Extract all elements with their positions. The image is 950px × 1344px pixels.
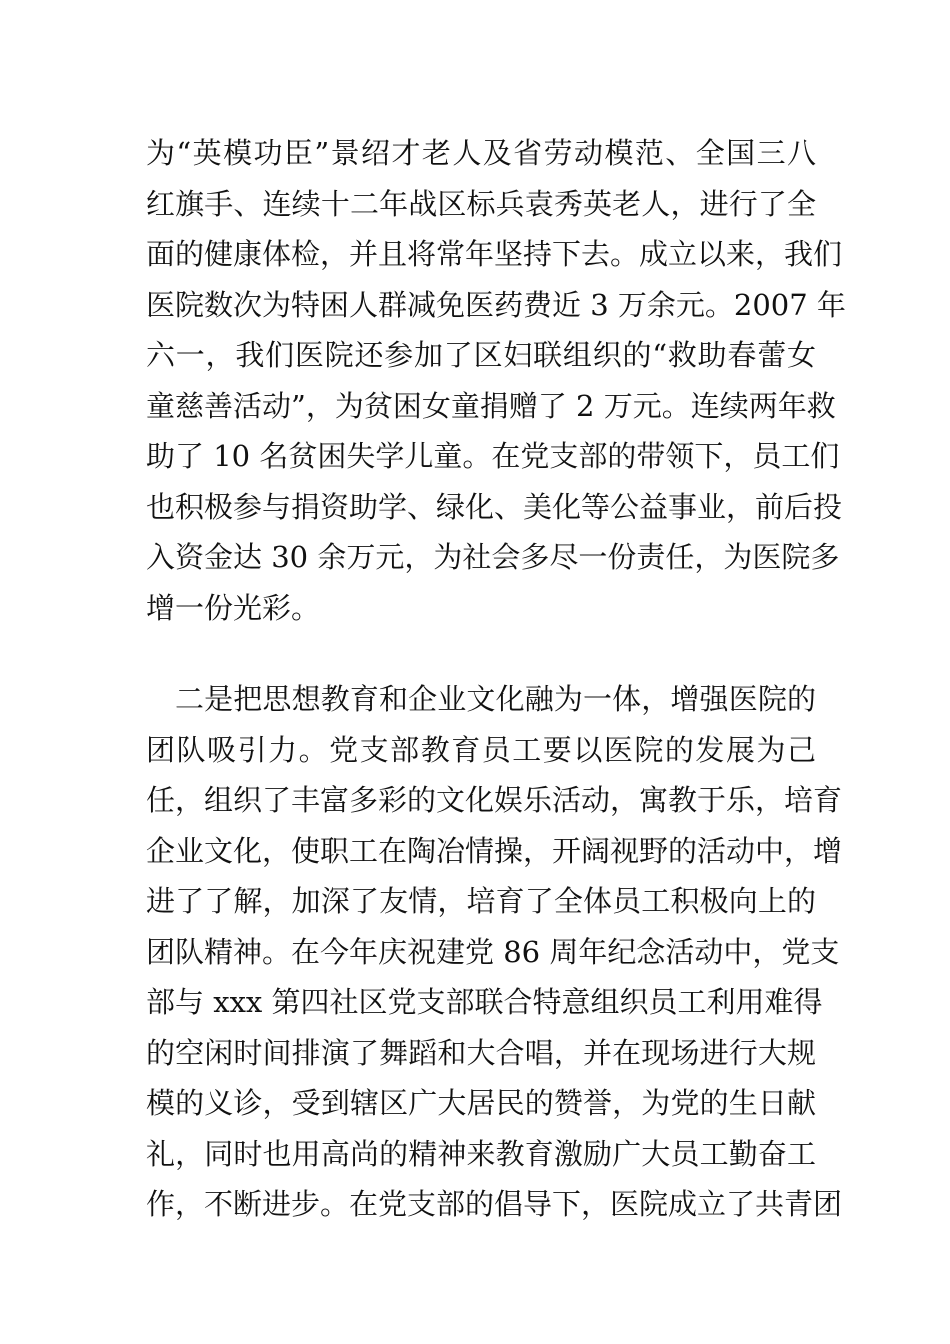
text-line: 团队精神。在今年庆祝建党 86 周年纪念活动中，党支 <box>146 934 840 969</box>
text-line: 红旗手、连续十二年战区标兵袁秀英老人，进行了全 <box>146 186 816 221</box>
text-line: 也积极参与捐资助学、绿化、美化等公益事业，前后投 <box>146 489 843 524</box>
text-line: 为“英模功臣”景绍才老人及省劳动模范、全国三八 <box>146 136 816 170</box>
text-line: 助了 10 名贫困失学儿童。在党支部的带领下，员工们 <box>146 439 840 473</box>
paragraph-1 <box>146 128 846 633</box>
text-line: 任，组织了丰富多彩的文化娱乐活动，寓教于乐，培育 <box>146 783 843 817</box>
text-line: 礼，同时也用高尚的精神来教育激励广大员工勤奋工 <box>146 1136 816 1171</box>
text-line: 企业文化，使职工在陶冶情操，开阔视野的活动中，增 <box>146 833 843 868</box>
text-line: 童慈善活动”，为贫困女童捐赠了 2 万元。连续两年救 <box>146 388 836 423</box>
paragraph-2 <box>146 674 843 1230</box>
text-line: 进了了解，加深了友情，培育了全体员工积极向上的 <box>146 884 816 918</box>
text-line: 模的义诊，受到辖区广大居民的赞誉，为党的生日献 <box>146 1086 816 1120</box>
text-line: 的空闲时间排演了舞蹈和大合唱，并在现场进行大规 <box>146 1035 816 1070</box>
text-line: 面的健康体检，并且将常年坚持下去。成立以来，我们 <box>146 237 843 271</box>
text-line: 作，不断进步。在党支部的倡导下，医院成立了共青团 <box>146 1187 843 1221</box>
text-line: 医院数次为特困人群减免医药费近 3 万余元。2007 年 <box>146 287 846 322</box>
text-line: 团队吸引力。党支部教育员工要以医院的发展为己 <box>146 732 816 767</box>
text-line: 部与 xxx 第四社区党支部联合特意组织员工利用难得 <box>146 985 823 1019</box>
text-line: 增一份光彩。 <box>146 590 321 625</box>
text-line: 入资金达 30 余万元，为社会多尽一份责任，为医院多 <box>146 540 840 574</box>
text-line: 六一，我们医院还参加了区妇联组织的“救助春蕾女 <box>146 338 816 372</box>
text-line: 二是把思想教育和企业文化融为一体，增强医院的 <box>175 682 816 716</box>
